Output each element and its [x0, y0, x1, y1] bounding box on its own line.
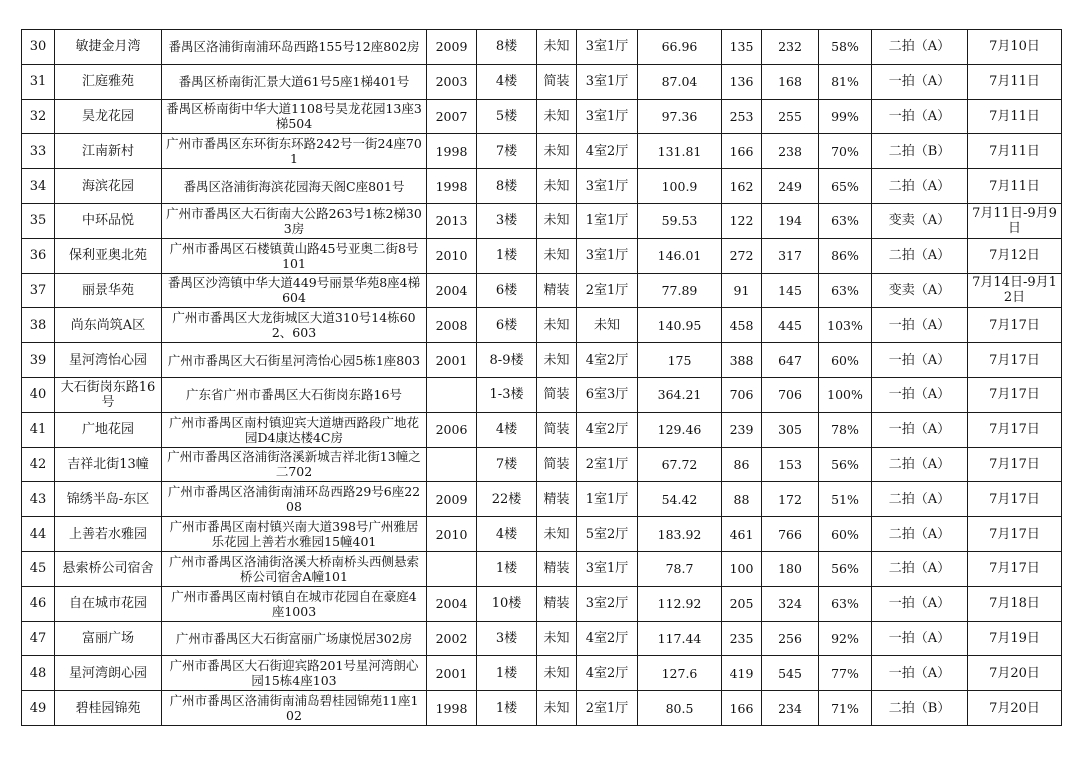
- auction-date-cell: 7月17日: [968, 412, 1062, 447]
- start-price-cell: 458: [722, 308, 762, 343]
- price-ratio-cell: 56%: [819, 551, 872, 586]
- table-body: [22, 30, 1062, 726]
- table-row: [22, 482, 1062, 517]
- build-year-cell: 1998: [427, 134, 477, 169]
- start-price-cell: 136: [722, 64, 762, 99]
- area-cell: 59.53: [638, 203, 722, 238]
- valuation-cell: 232: [762, 30, 819, 65]
- price-ratio-cell: 65%: [819, 169, 872, 204]
- floor-cell: 1楼: [477, 691, 537, 726]
- row-number-cell: 32: [22, 99, 55, 134]
- valuation-cell: 255: [762, 99, 819, 134]
- floor-cell: 1楼: [477, 656, 537, 691]
- price-ratio-cell: 63%: [819, 273, 872, 308]
- table-row: [22, 517, 1062, 552]
- price-ratio-cell: 100%: [819, 377, 872, 412]
- community-name-cell: 大石街岗东路16号: [55, 377, 162, 412]
- decoration-cell: 未知: [537, 169, 577, 204]
- auction-date-cell: 7月14日-9月12日: [968, 273, 1062, 308]
- build-year-cell: 1998: [427, 169, 477, 204]
- auction-date-cell: 7月19日: [968, 621, 1062, 656]
- price-ratio-cell: 63%: [819, 586, 872, 621]
- decoration-cell: 精装: [537, 482, 577, 517]
- start-price-cell: 235: [722, 621, 762, 656]
- auction-round-cell: 一拍（A）: [872, 343, 968, 378]
- community-name-cell: 悬索桥公司宿舍: [55, 551, 162, 586]
- build-year-cell: 2010: [427, 517, 477, 552]
- layout-cell: 4室2厅: [577, 343, 638, 378]
- community-name-cell: 中环品悦: [55, 203, 162, 238]
- price-ratio-cell: 92%: [819, 621, 872, 656]
- valuation-cell: 180: [762, 551, 819, 586]
- row-number-cell: 42: [22, 447, 55, 482]
- price-ratio-cell: 86%: [819, 238, 872, 273]
- start-price-cell: 162: [722, 169, 762, 204]
- floor-cell: 6楼: [477, 273, 537, 308]
- row-number-cell: 36: [22, 238, 55, 273]
- row-number-cell: 31: [22, 64, 55, 99]
- auction-date-cell: 7月11日: [968, 64, 1062, 99]
- row-number-cell: 35: [22, 203, 55, 238]
- decoration-cell: 简装: [537, 447, 577, 482]
- auction-round-cell: 一拍（A）: [872, 656, 968, 691]
- build-year-cell: 2003: [427, 64, 477, 99]
- price-ratio-cell: 103%: [819, 308, 872, 343]
- price-ratio-cell: 99%: [819, 99, 872, 134]
- build-year-cell: 2006: [427, 412, 477, 447]
- price-ratio-cell: 77%: [819, 656, 872, 691]
- community-name-cell: 广地花园: [55, 412, 162, 447]
- address-cell: 广州市番禺区洛浦街洛溪新城吉祥北街13幢之二702: [162, 447, 427, 482]
- auction-round-cell: 一拍（A）: [872, 621, 968, 656]
- build-year-cell: 2010: [427, 238, 477, 273]
- build-year-cell: 2009: [427, 482, 477, 517]
- community-name-cell: 保利亚奥北苑: [55, 238, 162, 273]
- layout-cell: 5室2厅: [577, 517, 638, 552]
- floor-cell: 1楼: [477, 551, 537, 586]
- community-name-cell: 碧桂园锦苑: [55, 691, 162, 726]
- auction-round-cell: 二拍（A）: [872, 517, 968, 552]
- layout-cell: 2室1厅: [577, 447, 638, 482]
- decoration-cell: 简装: [537, 412, 577, 447]
- auction-date-cell: 7月17日: [968, 308, 1062, 343]
- decoration-cell: 简装: [537, 377, 577, 412]
- start-price-cell: 239: [722, 412, 762, 447]
- row-number-cell: 37: [22, 273, 55, 308]
- floor-cell: 22楼: [477, 482, 537, 517]
- address-cell: 番禺区沙湾镇中华大道449号丽景华苑8座4梯604: [162, 273, 427, 308]
- valuation-cell: 168: [762, 64, 819, 99]
- decoration-cell: 未知: [537, 621, 577, 656]
- decoration-cell: 未知: [537, 517, 577, 552]
- decoration-cell: 未知: [537, 343, 577, 378]
- address-cell: 番禺区洛浦街海滨花园海天阁C座801号: [162, 169, 427, 204]
- decoration-cell: 未知: [537, 99, 577, 134]
- address-cell: 广州市番禺区洛浦街南浦环岛西路29号6座2208: [162, 482, 427, 517]
- price-ratio-cell: 60%: [819, 517, 872, 552]
- row-number-cell: 30: [22, 30, 55, 65]
- area-cell: 100.9: [638, 169, 722, 204]
- area-cell: 112.92: [638, 586, 722, 621]
- floor-cell: 5楼: [477, 99, 537, 134]
- layout-cell: 4室2厅: [577, 134, 638, 169]
- layout-cell: 3室1厅: [577, 99, 638, 134]
- address-cell: 广州市番禺区南村镇迎宾大道塘西路段广地花园D4康达楼4C房: [162, 412, 427, 447]
- layout-cell: 1室1厅: [577, 482, 638, 517]
- address-cell: 番禺区洛浦街南浦环岛西路155号12座802房: [162, 30, 427, 65]
- valuation-cell: 153: [762, 447, 819, 482]
- table-row: [22, 691, 1062, 726]
- address-cell: 广州市番禺区大石街南大公路263号1栋2梯303房: [162, 203, 427, 238]
- build-year-cell: 2013: [427, 203, 477, 238]
- floor-cell: 4楼: [477, 64, 537, 99]
- layout-cell: 2室1厅: [577, 273, 638, 308]
- decoration-cell: 未知: [537, 691, 577, 726]
- auction-round-cell: 二拍（A）: [872, 447, 968, 482]
- area-cell: 175: [638, 343, 722, 378]
- start-price-cell: 388: [722, 343, 762, 378]
- table-row: [22, 656, 1062, 691]
- floor-cell: 3楼: [477, 621, 537, 656]
- decoration-cell: 未知: [537, 134, 577, 169]
- row-number-cell: 38: [22, 308, 55, 343]
- table-row: [22, 412, 1062, 447]
- area-cell: 87.04: [638, 64, 722, 99]
- table-row: [22, 377, 1062, 412]
- address-cell: 广东省广州市番禺区大石街岗东路16号: [162, 377, 427, 412]
- auction-round-cell: 二拍（A）: [872, 551, 968, 586]
- decoration-cell: 未知: [537, 30, 577, 65]
- price-ratio-cell: 56%: [819, 447, 872, 482]
- area-cell: 80.5: [638, 691, 722, 726]
- auction-date-cell: 7月17日: [968, 377, 1062, 412]
- valuation-cell: 145: [762, 273, 819, 308]
- auction-round-cell: 一拍（A）: [872, 586, 968, 621]
- start-price-cell: 166: [722, 134, 762, 169]
- table-row: [22, 99, 1062, 134]
- community-name-cell: 星河湾朗心园: [55, 656, 162, 691]
- floor-cell: 10楼: [477, 586, 537, 621]
- row-number-cell: 34: [22, 169, 55, 204]
- price-ratio-cell: 71%: [819, 691, 872, 726]
- auction-date-cell: 7月11日: [968, 99, 1062, 134]
- auction-round-cell: 二拍（A）: [872, 30, 968, 65]
- table-row: [22, 621, 1062, 656]
- table-row: [22, 203, 1062, 238]
- auction-date-cell: 7月12日: [968, 238, 1062, 273]
- area-cell: 67.72: [638, 447, 722, 482]
- area-cell: 131.81: [638, 134, 722, 169]
- start-price-cell: 205: [722, 586, 762, 621]
- layout-cell: 6室3厅: [577, 377, 638, 412]
- area-cell: 127.6: [638, 656, 722, 691]
- auction-date-cell: 7月11日-9月9日: [968, 203, 1062, 238]
- layout-cell: 4室2厅: [577, 656, 638, 691]
- start-price-cell: 86: [722, 447, 762, 482]
- floor-cell: 4楼: [477, 412, 537, 447]
- community-name-cell: 尚东尚筑A区: [55, 308, 162, 343]
- auction-round-cell: 二拍（A）: [872, 482, 968, 517]
- valuation-cell: 545: [762, 656, 819, 691]
- build-year-cell: 2001: [427, 656, 477, 691]
- valuation-cell: 305: [762, 412, 819, 447]
- area-cell: 78.7: [638, 551, 722, 586]
- build-year-cell: 2004: [427, 586, 477, 621]
- build-year-cell: 2002: [427, 621, 477, 656]
- start-price-cell: 419: [722, 656, 762, 691]
- decoration-cell: 精装: [537, 273, 577, 308]
- valuation-cell: 194: [762, 203, 819, 238]
- property-auction-table: [21, 29, 1062, 726]
- build-year-cell: [427, 377, 477, 412]
- start-price-cell: 91: [722, 273, 762, 308]
- price-ratio-cell: 51%: [819, 482, 872, 517]
- community-name-cell: 汇庭雅苑: [55, 64, 162, 99]
- auction-round-cell: 一拍（A）: [872, 99, 968, 134]
- address-cell: 广州市番禺区南村镇自在城市花园自在豪庭4座1003: [162, 586, 427, 621]
- price-ratio-cell: 63%: [819, 203, 872, 238]
- layout-cell: 4室2厅: [577, 412, 638, 447]
- decoration-cell: 未知: [537, 203, 577, 238]
- decoration-cell: 未知: [537, 238, 577, 273]
- valuation-cell: 324: [762, 586, 819, 621]
- community-name-cell: 富丽广场: [55, 621, 162, 656]
- area-cell: 183.92: [638, 517, 722, 552]
- row-number-cell: 48: [22, 656, 55, 691]
- table-row: [22, 551, 1062, 586]
- start-price-cell: 122: [722, 203, 762, 238]
- valuation-cell: 238: [762, 134, 819, 169]
- auction-round-cell: 变卖（A）: [872, 273, 968, 308]
- address-cell: 番禺区桥南街中华大道1108号昊龙花园13座3梯504: [162, 99, 427, 134]
- auction-round-cell: 一拍（A）: [872, 308, 968, 343]
- community-name-cell: 昊龙花园: [55, 99, 162, 134]
- layout-cell: 3室1厅: [577, 64, 638, 99]
- floor-cell: 1-3楼: [477, 377, 537, 412]
- valuation-cell: 256: [762, 621, 819, 656]
- start-price-cell: 88: [722, 482, 762, 517]
- table-row: [22, 134, 1062, 169]
- area-cell: 146.01: [638, 238, 722, 273]
- build-year-cell: [427, 447, 477, 482]
- row-number-cell: 43: [22, 482, 55, 517]
- valuation-cell: 317: [762, 238, 819, 273]
- decoration-cell: 未知: [537, 656, 577, 691]
- auction-date-cell: 7月17日: [968, 517, 1062, 552]
- floor-cell: 7楼: [477, 447, 537, 482]
- row-number-cell: 41: [22, 412, 55, 447]
- address-cell: 广州市番禺区大石街星河湾怡心园5栋1座803: [162, 343, 427, 378]
- start-price-cell: 272: [722, 238, 762, 273]
- auction-round-cell: 二拍（B）: [872, 691, 968, 726]
- community-name-cell: 敏捷金月湾: [55, 30, 162, 65]
- auction-date-cell: 7月11日: [968, 134, 1062, 169]
- start-price-cell: 166: [722, 691, 762, 726]
- layout-cell: 2室1厅: [577, 691, 638, 726]
- decoration-cell: 未知: [537, 308, 577, 343]
- table-row: [22, 308, 1062, 343]
- build-year-cell: 2009: [427, 30, 477, 65]
- table-row: [22, 64, 1062, 99]
- build-year-cell: 2007: [427, 99, 477, 134]
- price-ratio-cell: 81%: [819, 64, 872, 99]
- community-name-cell: 吉祥北街13幢: [55, 447, 162, 482]
- area-cell: 364.21: [638, 377, 722, 412]
- row-number-cell: 47: [22, 621, 55, 656]
- row-number-cell: 49: [22, 691, 55, 726]
- price-ratio-cell: 78%: [819, 412, 872, 447]
- auction-round-cell: 变卖（A）: [872, 203, 968, 238]
- decoration-cell: 精装: [537, 551, 577, 586]
- auction-round-cell: 二拍（B）: [872, 134, 968, 169]
- layout-cell: 1室1厅: [577, 203, 638, 238]
- address-cell: 广州市番禺区大石街富丽广场康悦居302房: [162, 621, 427, 656]
- property-auction-sheet: [21, 29, 1062, 726]
- auction-round-cell: 一拍（A）: [872, 377, 968, 412]
- build-year-cell: 2001: [427, 343, 477, 378]
- table-row: [22, 30, 1062, 65]
- decoration-cell: 精装: [537, 586, 577, 621]
- row-number-cell: 39: [22, 343, 55, 378]
- layout-cell: 3室1厅: [577, 30, 638, 65]
- start-price-cell: 461: [722, 517, 762, 552]
- build-year-cell: 2008: [427, 308, 477, 343]
- price-ratio-cell: 70%: [819, 134, 872, 169]
- floor-cell: 7楼: [477, 134, 537, 169]
- table-row: [22, 447, 1062, 482]
- table-row: [22, 586, 1062, 621]
- community-name-cell: 丽景华苑: [55, 273, 162, 308]
- valuation-cell: 706: [762, 377, 819, 412]
- auction-date-cell: 7月20日: [968, 691, 1062, 726]
- start-price-cell: 253: [722, 99, 762, 134]
- area-cell: 140.95: [638, 308, 722, 343]
- area-cell: 129.46: [638, 412, 722, 447]
- valuation-cell: 647: [762, 343, 819, 378]
- address-cell: 广州市番禺区洛浦街洛溪大桥南桥头西侧悬索桥公司宿舍A幢101: [162, 551, 427, 586]
- floor-cell: 8楼: [477, 169, 537, 204]
- area-cell: 66.96: [638, 30, 722, 65]
- auction-round-cell: 二拍（A）: [872, 238, 968, 273]
- floor-cell: 8楼: [477, 30, 537, 65]
- start-price-cell: 706: [722, 377, 762, 412]
- layout-cell: 未知: [577, 308, 638, 343]
- auction-round-cell: 二拍（A）: [872, 169, 968, 204]
- start-price-cell: 100: [722, 551, 762, 586]
- valuation-cell: 234: [762, 691, 819, 726]
- layout-cell: 3室2厅: [577, 586, 638, 621]
- valuation-cell: 172: [762, 482, 819, 517]
- auction-date-cell: 7月17日: [968, 343, 1062, 378]
- address-cell: 广州市番禺区洛浦街南浦岛碧桂园锦苑11座102: [162, 691, 427, 726]
- community-name-cell: 星河湾怡心园: [55, 343, 162, 378]
- auction-round-cell: 一拍（A）: [872, 412, 968, 447]
- auction-date-cell: 7月17日: [968, 482, 1062, 517]
- table-row: [22, 169, 1062, 204]
- floor-cell: 4楼: [477, 517, 537, 552]
- area-cell: 97.36: [638, 99, 722, 134]
- address-cell: 番禺区桥南街汇景大道61号5座1梯401号: [162, 64, 427, 99]
- address-cell: 广州市番禺区南村镇兴南大道398号广州雅居乐花园上善若水雅园15幢401: [162, 517, 427, 552]
- floor-cell: 8-9楼: [477, 343, 537, 378]
- floor-cell: 1楼: [477, 238, 537, 273]
- auction-date-cell: 7月11日: [968, 169, 1062, 204]
- auction-date-cell: 7月10日: [968, 30, 1062, 65]
- address-cell: 广州市番禺区大石街迎宾路201号星河湾朗心园15栋4座103: [162, 656, 427, 691]
- build-year-cell: 1998: [427, 691, 477, 726]
- table-row: [22, 343, 1062, 378]
- valuation-cell: 249: [762, 169, 819, 204]
- auction-date-cell: 7月17日: [968, 447, 1062, 482]
- row-number-cell: 46: [22, 586, 55, 621]
- area-cell: 77.89: [638, 273, 722, 308]
- price-ratio-cell: 60%: [819, 343, 872, 378]
- auction-date-cell: 7月17日: [968, 551, 1062, 586]
- layout-cell: 4室2厅: [577, 621, 638, 656]
- valuation-cell: 766: [762, 517, 819, 552]
- row-number-cell: 40: [22, 377, 55, 412]
- layout-cell: 3室1厅: [577, 169, 638, 204]
- valuation-cell: 445: [762, 308, 819, 343]
- community-name-cell: 锦绣半岛-东区: [55, 482, 162, 517]
- price-ratio-cell: 58%: [819, 30, 872, 65]
- row-number-cell: 45: [22, 551, 55, 586]
- row-number-cell: 44: [22, 517, 55, 552]
- row-number-cell: 33: [22, 134, 55, 169]
- community-name-cell: 自在城市花园: [55, 586, 162, 621]
- start-price-cell: 135: [722, 30, 762, 65]
- table-row: [22, 238, 1062, 273]
- address-cell: 广州市番禺区东环街东环路242号一街24座701: [162, 134, 427, 169]
- community-name-cell: 上善若水雅园: [55, 517, 162, 552]
- address-cell: 广州市番禺区大龙街城区大道310号14栋602、603: [162, 308, 427, 343]
- floor-cell: 6楼: [477, 308, 537, 343]
- community-name-cell: 海滨花园: [55, 169, 162, 204]
- build-year-cell: 2004: [427, 273, 477, 308]
- table-row: [22, 273, 1062, 308]
- build-year-cell: [427, 551, 477, 586]
- auction-date-cell: 7月18日: [968, 586, 1062, 621]
- floor-cell: 3楼: [477, 203, 537, 238]
- decoration-cell: 简装: [537, 64, 577, 99]
- community-name-cell: 江南新村: [55, 134, 162, 169]
- layout-cell: 3室1厅: [577, 238, 638, 273]
- layout-cell: 3室1厅: [577, 551, 638, 586]
- area-cell: 117.44: [638, 621, 722, 656]
- area-cell: 54.42: [638, 482, 722, 517]
- auction-date-cell: 7月20日: [968, 656, 1062, 691]
- address-cell: 广州市番禺区石楼镇黄山路45号亚奥二街8号101: [162, 238, 427, 273]
- auction-round-cell: 一拍（A）: [872, 64, 968, 99]
